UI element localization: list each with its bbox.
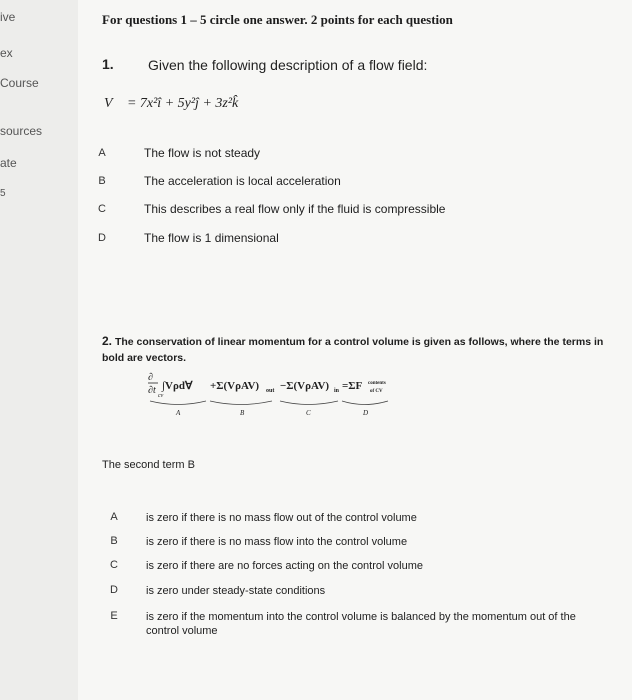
q1-option-b-letter[interactable]: B: [98, 175, 106, 187]
question-2-number: 2.: [102, 334, 113, 348]
q1-option-b-text: The acceleration is local acceleration: [144, 174, 341, 188]
q1-option-c-text: This describes a real flow only if the fluid is compressible: [144, 202, 446, 216]
sidebar-item-index[interactable]: ex: [0, 46, 13, 60]
question-2-prompt: [102, 333, 622, 366]
q1-option-d-text: The flow is 1 dimensional: [144, 231, 279, 245]
eq-label-b: B: [240, 409, 245, 417]
eq-label-c: C: [306, 409, 311, 417]
q2-option-e-letter[interactable]: E: [110, 610, 118, 622]
q1-option-c-letter[interactable]: C: [98, 203, 106, 215]
q2-option-d-text: is zero under steady-state conditions: [146, 585, 326, 597]
eq-term-d-sub-cv: of CV: [370, 389, 383, 394]
eq-term-b-sub: out: [266, 388, 275, 394]
eq-term-d: =ΣF: [342, 380, 363, 392]
eq-term-d-sub-contents: contents: [368, 381, 386, 386]
q1-option-a-text: The flow is not steady: [144, 146, 261, 160]
sidebar: [0, 0, 78, 700]
question-1-text: Given the following description of a flow field:: [148, 57, 428, 73]
q2-option-c-letter[interactable]: C: [110, 559, 118, 571]
instructions-header: For questions 1 – 5 circle one answer. 2 points for each question: [102, 12, 453, 27]
sidebar-item-update[interactable]: ate: [0, 156, 17, 170]
eq-term-a: ∫Vρd∀: [162, 380, 193, 392]
q2-option-b-text: is zero if there is no mass flow into the control volume: [146, 536, 408, 548]
q1-option-d-letter[interactable]: D: [98, 232, 106, 244]
sidebar-item-course[interactable]: Course: [0, 76, 39, 90]
eq-partial: ∂: [148, 372, 153, 383]
second-term-prompt: The second term B: [102, 459, 195, 471]
q2-option-c-text: is zero if there are no forces acting on the control volume: [146, 560, 423, 572]
q2-option-e-text: is zero if the momentum into the control volume is balanced by the momentum out of the control volume: [146, 611, 576, 637]
eq-dt: ∂t: [148, 385, 156, 396]
eq-cv-sub: cv: [158, 393, 164, 399]
q2-option-a-text: is zero if there is no mass flow out of the control volume: [146, 512, 417, 524]
q2-option-a-letter[interactable]: A: [110, 511, 118, 523]
eq-term-c-sub: in: [334, 388, 340, 394]
eq-label-d: D: [363, 409, 369, 417]
sidebar-item-resources[interactable]: sources: [0, 124, 43, 138]
q2-option-b-letter[interactable]: B: [110, 535, 118, 547]
question-1-number: 1.: [102, 56, 114, 72]
question-document: [78, 0, 632, 700]
eq-term-b: +Σ(VρAV): [210, 380, 260, 392]
velocity-formula: V⃗ = 7x²î + 5y²ĵ + 3z²k̂: [104, 96, 239, 111]
sidebar-item-badge: 5: [0, 188, 6, 199]
eq-term-c: −Σ(VρAV): [280, 380, 330, 392]
momentum-equation: [148, 368, 428, 428]
eq-label-a: A: [176, 409, 181, 417]
question-2-text: The conservation of linear momentum for a control volume is given as follows, where the terms in bold are vectors.: [102, 336, 604, 364]
sidebar-item-live[interactable]: ive: [0, 10, 16, 24]
q2-option-d-letter[interactable]: D: [110, 584, 118, 596]
q1-option-a-letter[interactable]: A: [98, 147, 106, 159]
